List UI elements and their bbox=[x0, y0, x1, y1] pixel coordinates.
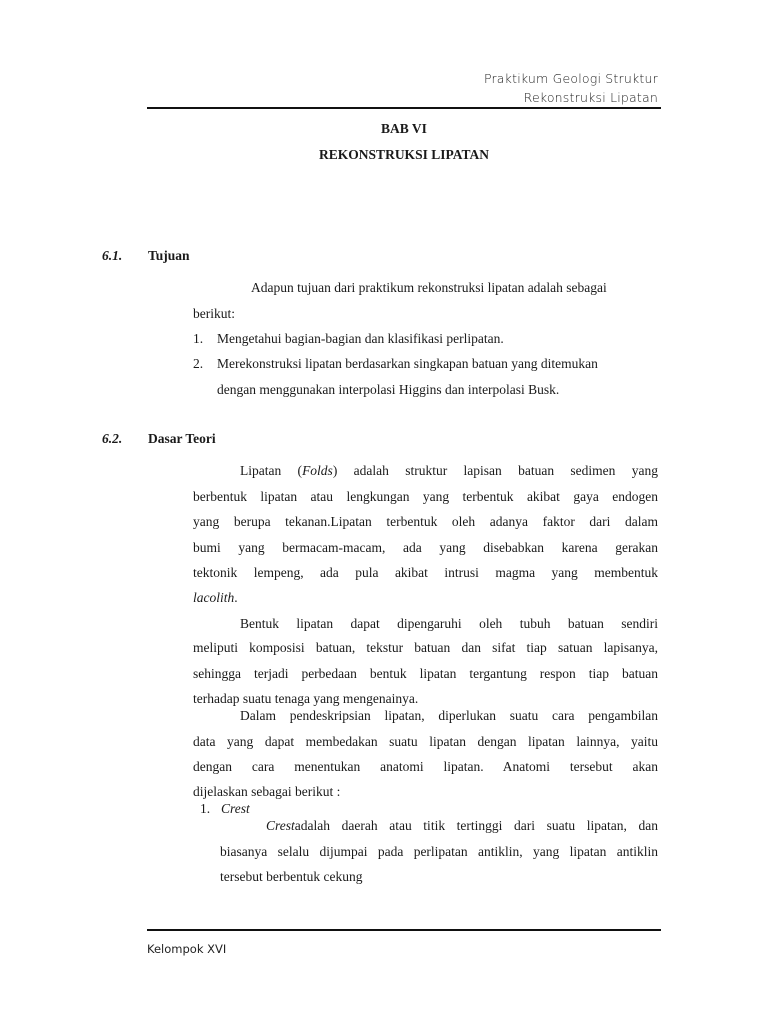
header-rule bbox=[147, 107, 661, 109]
footer-group-label: Kelompok XVI bbox=[147, 942, 227, 956]
list-item-definition: Crestadalah daerah atau titik tertinggi dari suatu lipatan, dan bbox=[266, 818, 658, 833]
list-item-term: Crest bbox=[221, 801, 250, 816]
tujuan-intro-line1: Adapun tujuan dari praktikum rekonstruksi lipatan adalah sebagai bbox=[251, 280, 607, 295]
paragraph-line: Dalam pendeskripsian lipatan, diperlukan suatu cara pengambilan bbox=[240, 708, 658, 723]
paragraph-line: berbentuk lipatan atau lengkungan yang terbentuk akibat gaya endogen bbox=[193, 489, 658, 504]
tujuan-item-text: Mengetahui bagian-bagian dan klasifikasi perlipatan. bbox=[217, 331, 504, 346]
section-title-dasar-teori: Dasar Teori bbox=[148, 431, 216, 446]
tujuan-item-number: 2. bbox=[193, 356, 204, 371]
chapter-label: BAB VI bbox=[381, 121, 427, 136]
tujuan-item-number: 1. bbox=[193, 331, 204, 346]
paragraph-line: yang berupa tekanan.Lipatan terbentuk oleh adanya faktor dari dalam bbox=[193, 514, 658, 529]
section-title-tujuan: Tujuan bbox=[148, 248, 190, 263]
paragraph-line: sehingga terjadi perbedaan bentuk lipatan tergantung respon tiap batuan bbox=[193, 666, 658, 681]
section-number-6-1: 6.1. bbox=[102, 248, 123, 263]
paragraph-line: dengan cara menentukan anatomi lipatan. Anatomi tersebut akan bbox=[193, 759, 658, 774]
paragraph-line: dijelaskan sebagai berikut : bbox=[193, 784, 341, 799]
tujuan-intro-line2: berikut: bbox=[193, 306, 235, 321]
paragraph-line: Bentuk lipatan dapat dipengaruhi oleh tubuh batuan sendiri bbox=[240, 616, 658, 631]
list-item-definition: tersebut berbentuk cekung bbox=[220, 869, 363, 884]
paragraph-line: meliputi komposisi batuan, tekstur batuan dan sifat tiap satuan lapisanya, bbox=[193, 640, 658, 655]
footer-rule bbox=[147, 929, 661, 931]
running-header-title: Praktikum Geologi Struktur bbox=[483, 71, 658, 86]
paragraph-line: terhadap suatu tenaga yang mengenainya. bbox=[193, 691, 419, 706]
list-item-number: 1. bbox=[200, 801, 211, 816]
list-item-definition: biasanya selalu dijumpai pada perlipatan antiklin, yang lipatan antiklin bbox=[220, 844, 658, 859]
tujuan-item-text: Merekonstruksi lipatan berdasarkan singkapan batuan yang ditemukan bbox=[217, 356, 598, 371]
chapter-title: REKONSTRUKSI LIPATAN bbox=[319, 147, 489, 162]
running-header-subtitle: Rekonstruksi Lipatan bbox=[523, 90, 658, 105]
paragraph-line: bumi yang bermacam-macam, ada yang disebabkan karena gerakan bbox=[193, 540, 658, 555]
paragraph-line: tektonik lempeng, ada pula akibat intrusi magma yang membentuk bbox=[193, 565, 658, 580]
paragraph-line: data yang dapat membedakan suatu lipatan dengan lipatan lainnya, yaitu bbox=[193, 734, 658, 749]
paragraph-line: lacolith. bbox=[193, 590, 238, 605]
section-number-6-2: 6.2. bbox=[102, 431, 123, 446]
paragraph-line: Lipatan (Folds) adalah struktur lapisan batuan sedimen yang bbox=[240, 463, 658, 478]
tujuan-item-text: dengan menggunakan interpolasi Higgins dan interpolasi Busk. bbox=[217, 382, 560, 397]
